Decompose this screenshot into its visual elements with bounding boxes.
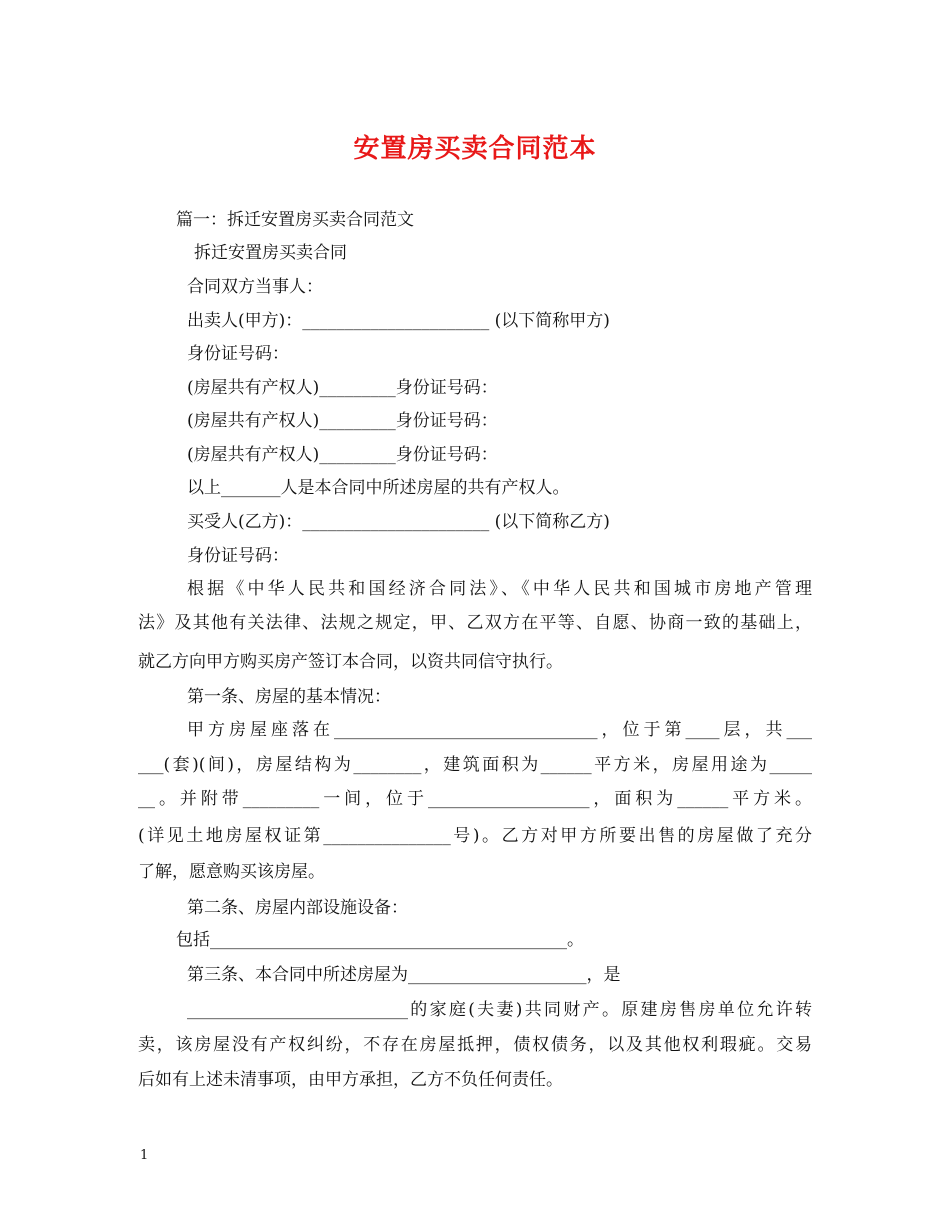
paragraph-line: __。并附带_________一间，位于___________________，面积为______平方米。 xyxy=(138,789,812,809)
paragraph-line: 后如有上述未清事项，由甲方承担，乙方不负任何责任。 xyxy=(138,1070,563,1090)
article-heading: 第二条、房屋内部设施设备： xyxy=(187,898,408,918)
paragraph-line: 卖，该房屋没有产权纠纷，不存在房屋抵押，债权债务，以及其他权利瑕疵。交易 xyxy=(138,1035,812,1055)
paragraph-line: __________________________的家庭(夫妻)共同财产。原建房售房单位允许转 xyxy=(187,1000,812,1020)
co-owner-line: (房屋共有产权人)_________身份证号码： xyxy=(187,411,498,431)
paragraph-line: 第三条、本合同中所述房屋为_____________________，是 xyxy=(187,965,621,985)
paragraph-line: (详见土地房屋权证第_______________号)。乙方对甲方所要出售的房屋做了充分 xyxy=(138,826,812,846)
paragraph-line: 法》及其他有关法律、法规之规定，甲、乙双方在平等、自愿、协商一致的基础上， xyxy=(138,613,812,633)
paragraph-line: 就乙方向甲方购买房产签订本合同，以资共同信守执行。 xyxy=(138,652,563,672)
text-line: 以上_______人是本合同中所述房屋的共有产权人。 xyxy=(187,478,570,498)
text-line: 合同双方当事人： xyxy=(187,277,323,297)
co-owner-line: (房屋共有产权人)_________身份证号码： xyxy=(187,378,498,398)
paragraph-line: 甲方房屋座落在_______________________________，位于第____层，共___ xyxy=(187,720,812,740)
contract-title: 拆迁安置房买卖合同 xyxy=(194,243,347,263)
text-line: 身份证号码： xyxy=(187,344,289,364)
buyer-line: 买受人(乙方)：______________________ (以下简称乙方) xyxy=(187,512,610,532)
paragraph-line: ___(套)(间)，房屋结构为________，建筑面积为______平方米，房屋用途为_____ xyxy=(138,755,812,775)
document-title: 安置房买卖合同范本 xyxy=(353,134,597,164)
paragraph-line: 根据《中华人民共和国经济合同法》、《中华人民共和国城市房地产管理 xyxy=(187,579,812,599)
paragraph-line: 了解，愿意购买该房屋。 xyxy=(138,862,325,882)
article-heading: 第一条、房屋的基本情况： xyxy=(187,687,391,707)
seller-line: 出卖人(甲方)：______________________ (以下简称甲方) xyxy=(187,311,610,331)
text-line: 身份证号码： xyxy=(187,546,289,566)
paragraph-line: 包括__________________________________________。 xyxy=(176,930,584,950)
co-owner-line: (房屋共有产权人)_________身份证号码： xyxy=(187,445,498,465)
page-number: 1 xyxy=(140,1148,149,1163)
section-heading: 篇一：拆迁安置房买卖合同范文 xyxy=(176,210,414,230)
